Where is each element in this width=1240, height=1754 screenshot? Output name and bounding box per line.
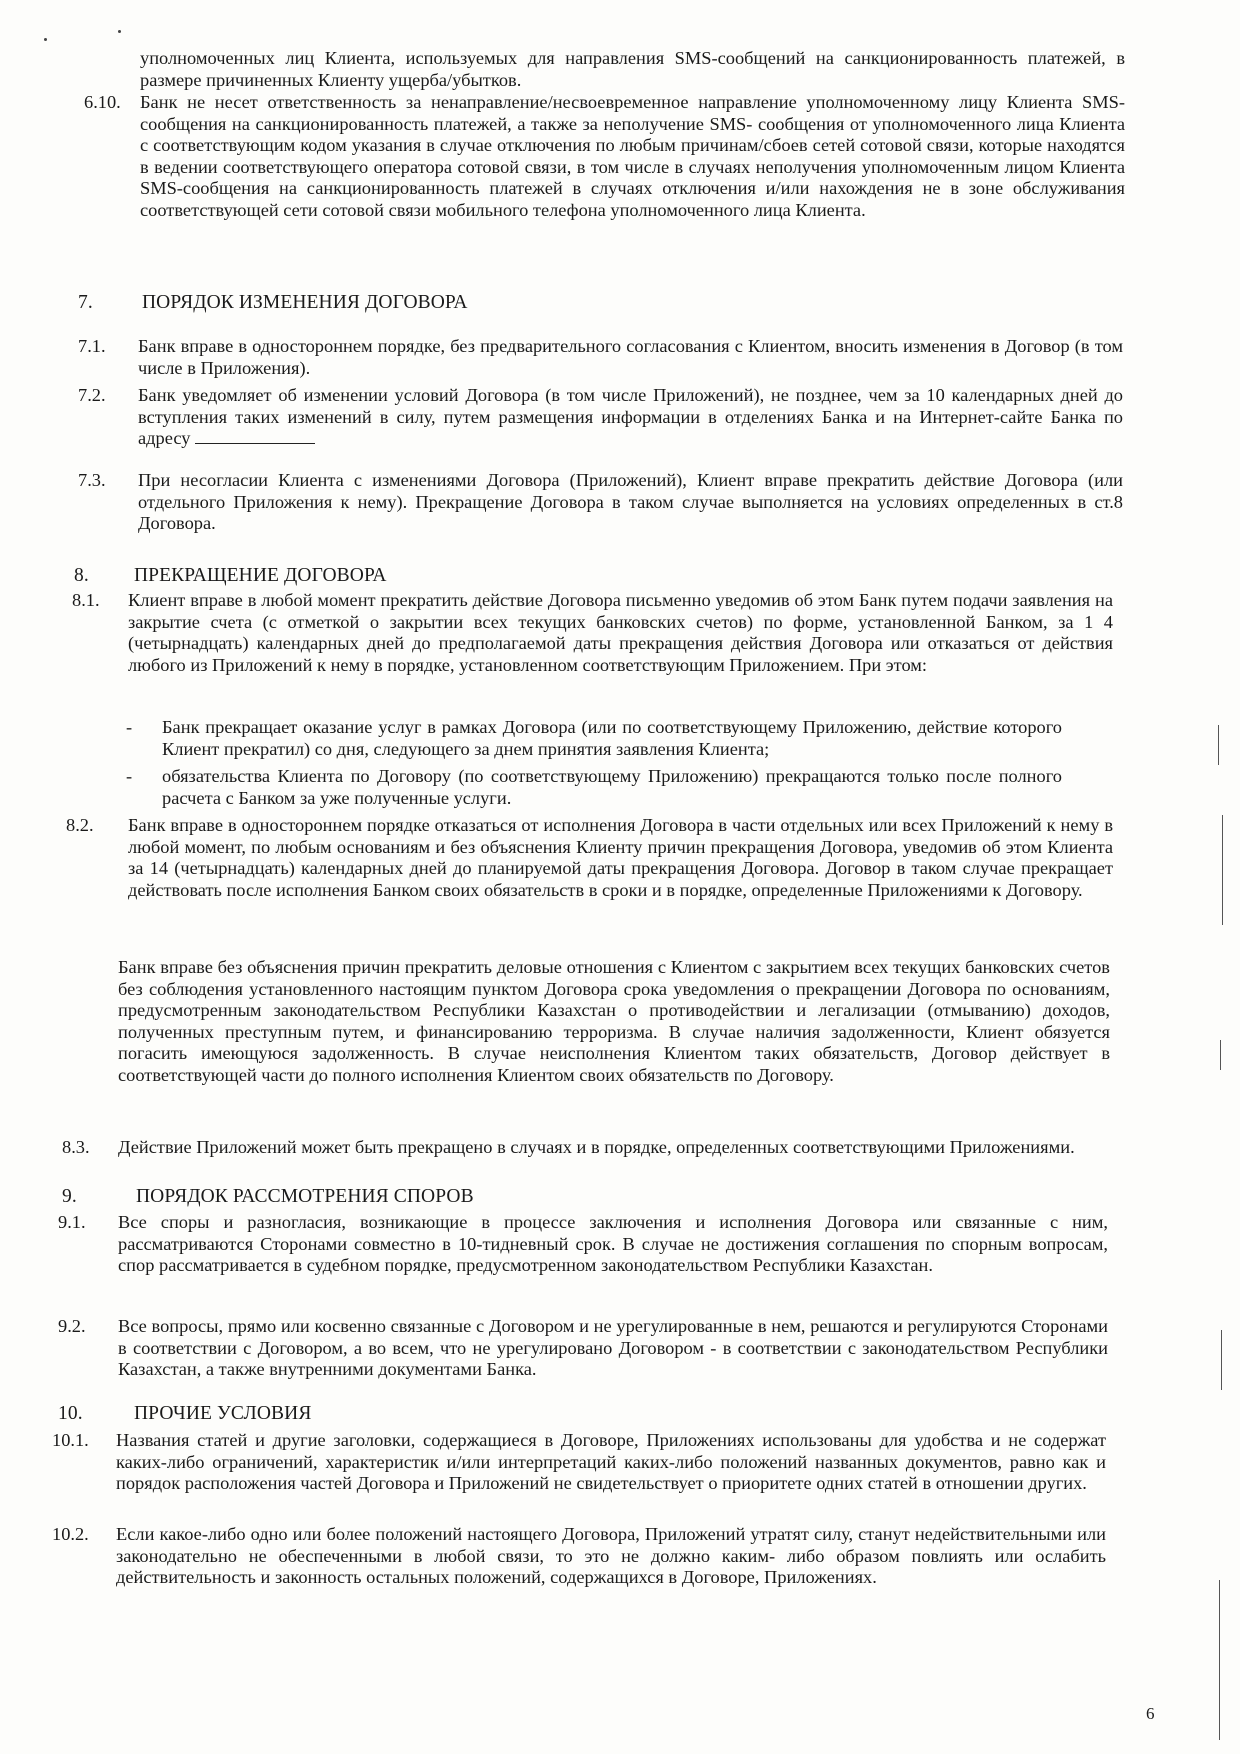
clause-9-2-text: Все вопросы, прямо или косвенно связанные с Договором и не урегулированные в нем, решаются и регулируются Сторонами в соответствии с Договором, а во всем, что не урегулировано Договором - в соответствии с законодательством Республики Казахстан, а также внутренними документами Банка.: [118, 1316, 1108, 1380]
clause-9-1-text: Все споры и разногласия, возникающие в процессе заключения и исполнения Договора или связанные с ним, рассматриваются Сторонами совместно в 10-тидневный срок. В случае не достижения соглашения по спорным вопросам, спор рассматривается в судебном порядке, предусмотренном законодательством Республики Казахстан.: [118, 1212, 1108, 1276]
section-title: ПРЕКРАЩЕНИЕ ДОГОВОРА: [134, 565, 387, 586]
clause-10-1-text: Названия статей и другие заголовки, содержащиеся в Договоре, Приложениях использованы для удобства и не содержат каких-либо ограничений, характеристик и/или интерпретаций каких-либо положений названных документов, равно как и порядок расположения частей Договора и Приложений не свидетельствует о приоритете одних статей в отношении других.: [116, 1430, 1106, 1494]
clause-number: 9.1.: [58, 1212, 86, 1232]
clause-number: 9.2.: [58, 1316, 86, 1336]
section-title: ПОРЯДОК ИЗМЕНЕНИЯ ДОГОВОРА: [142, 292, 468, 313]
scan-edge-line: [1221, 1330, 1222, 1390]
clause-number: 8.2.: [66, 815, 94, 835]
bullet-dash: -: [126, 766, 133, 786]
section-number: 10.: [58, 1403, 83, 1424]
scan-edge-line: [1218, 725, 1219, 765]
scan-edge-line: [1219, 1580, 1220, 1740]
clause-7-2-text: [138, 385, 1123, 450]
page-number: 6: [1146, 1704, 1155, 1723]
clause-number: 8.1.: [72, 590, 100, 610]
clause-number: 7.1.: [78, 336, 106, 356]
section-number: 7.: [78, 292, 93, 313]
scan-speck: [118, 30, 121, 33]
bullet-item: Банк прекращает оказание услуг в рамках Договора (или по соответствующему Приложению, действие которого Клиент прекратил) со дня, следующего за днем принятия заявления Клиента;: [162, 717, 1062, 759]
clause-7-1-text: Банк вправе в одностороннем порядке, без предварительного согласования с Клиентом, вносить изменения в Договор (в том числе в Приложения).: [138, 336, 1123, 378]
intro-paragraph: уполномоченных лиц Клиента, используемых для направления SMS-сообщений на санкционированность платежей, в размере причиненных Клиенту ущерба/убытков.: [140, 48, 1125, 90]
clause-7-3-text: При несогласии Клиента с изменениями Договора (Приложений), Клиент вправе прекратить действие Договора (или отдельного Приложения к нему). Прекращение Договора в таком случае выполняется на условиях определенных в ст.8 Договора.: [138, 470, 1123, 534]
address-blank-line: [195, 429, 315, 444]
clause-number: 8.3.: [62, 1137, 90, 1157]
clause-number: 6.10.: [84, 92, 121, 112]
scan-edge-line: [1222, 815, 1223, 925]
clause-10-2-text: Если какое-либо одно или более положений настоящего Договора, Приложений утратят силу, станут недействительными или законодательно не обеспеченными в любой связи, то это не должно каким- либо образом повлиять или ослабить действительность и законность остальных положений, содержащихся в Договоре, Приложениях.: [116, 1524, 1106, 1588]
clause-8-2-text: Банк вправе в одностороннем порядке отказаться от исполнения Договора в части отдельных или всех Приложений к нему в любой момент, по любым основаниям и без объяснения Клиенту причин прекращения Договора, уведомив об этом Клиента за 14 (четырнадцать) календарных дней до планируемой даты прекращения Договора. Договор в таком случае прекращает действовать после исполнения Банком своих обязательств в сроки и в порядке, определенные Приложениями к Договору.: [128, 815, 1113, 900]
section-number: 9.: [62, 1186, 77, 1207]
section-title: ПРОЧИЕ УСЛОВИЯ: [134, 1403, 312, 1424]
scan-edge-line: [1220, 1040, 1221, 1070]
clause-6-10-text: Банк не несет ответственность за ненаправление/несвоевременное направление уполномоченному лицу Клиента SMS-сообщения на санкционированность платежей, а также за неполучение SMS- сообщения от уполномоченного лица Клиента с соответствующим кодом указания в случае отключения по любым причинам/сбоев сетей сотовой связи, которые находятся в ведении соответствующего оператора сотовой связи, в том числе в случаях неполучения уполномоченным лицом Клиента SMS-сообщения на санкционированность платежей в случаях отключения и/или нахождения не в зоне обслуживания соответствующей сети сотовой связи мобильного телефона уполномоченного лица Клиента.: [140, 92, 1125, 220]
clause-8-3-text: Действие Приложений может быть прекращено в случаях и в порядке, определенных соответствующими Приложениями.: [118, 1137, 1075, 1157]
clause-8-2-continuation: Банк вправе без объяснения причин прекратить деловые отношения с Клиентом с закрытием всех текущих банковских счетов без соблюдения установленного настоящим пунктом Договора срока уведомления о прекращении Договора по основаниям, предусмотренным законодательством Республики Казахстан о противодействии и легализации (отмыванию) доходов, полученных преступным путем, и финансированию терроризма. В случае наличия задолженности, Клиент обязуется погасить имеющуюся задолженность. В случае неисполнения Клиентом таких обязательств, Договор действует в соответствующей части до полного исполнения Клиентом своих обязательств по Договору.: [118, 957, 1110, 1085]
bullet-item: обязательства Клиента по Договору (по соответствующему Приложению) прекращаются только после полного расчета с Банком за уже полученные услуги.: [162, 766, 1062, 808]
clause-8-1-text: Клиент вправе в любой момент прекратить действие Договора письменно уведомив об этом Банк путем подачи заявления на закрытие счета (с отметкой о закрытии всех текущих банковских счетов) по форме, установленной Банком, за 1 4 (четырнадцать) календарных дней до предполагаемой даты прекращения действия Договора или отказаться от действия любого из Приложений к нему в порядке, установленном соответствующим Приложением. При этом:: [128, 590, 1113, 675]
clause-number: 10.1.: [52, 1430, 89, 1450]
scan-speck: [44, 38, 47, 41]
section-title: ПОРЯДОК РАССМОТРЕНИЯ СПОРОВ: [136, 1186, 474, 1207]
section-number: 8.: [74, 565, 89, 586]
clause-number: 7.2.: [78, 385, 106, 405]
clause-number: 7.3.: [78, 470, 106, 490]
clause-number: 10.2.: [52, 1524, 89, 1544]
clause-7-2-body: Банк уведомляет об изменении условий Договора (в том числе Приложений), не позднее, чем за 10 календарных дней до вступления таких изменений в силу, путем размещения информации в отделениях Банка и на Интернет-сайте Банка по адресу: [138, 385, 1123, 449]
bullet-dash: -: [126, 717, 133, 737]
